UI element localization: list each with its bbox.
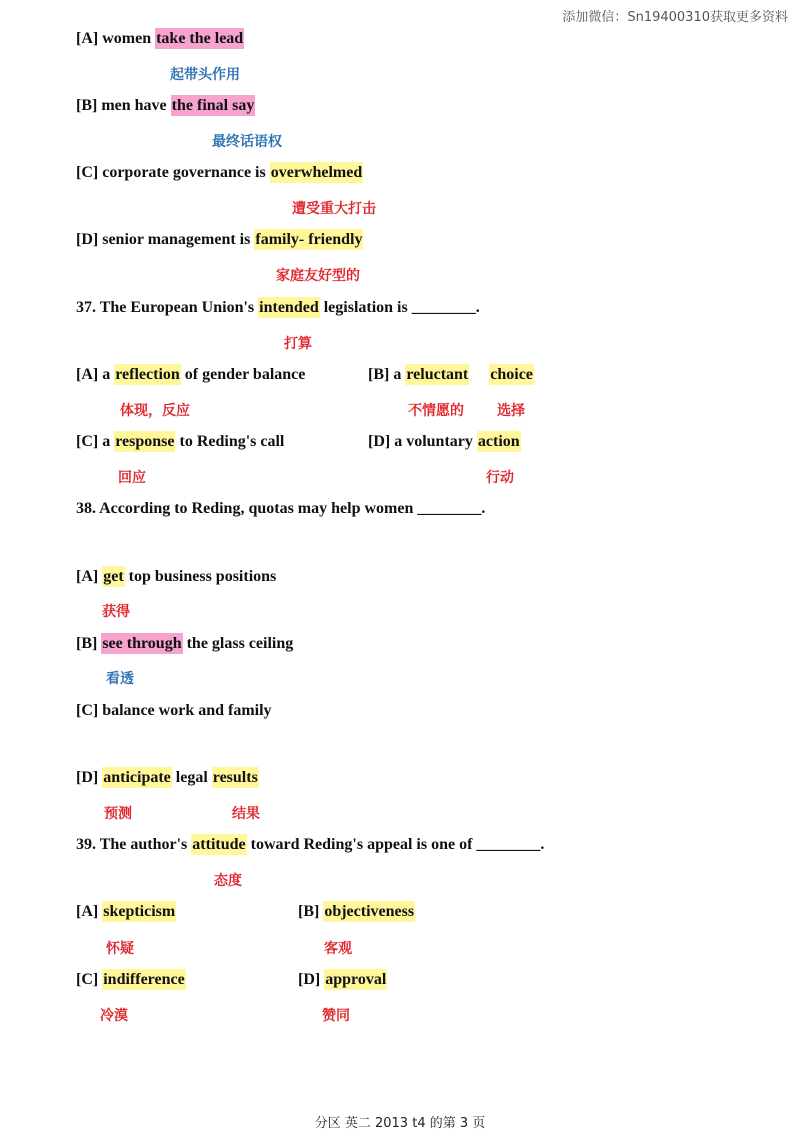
- option-label: [B]: [76, 635, 102, 652]
- annotation-note: 赞同: [322, 1008, 350, 1024]
- highlight-phrase: action: [477, 433, 520, 450]
- q37-option-d: [368, 427, 521, 457]
- q37-option-b: [368, 360, 534, 390]
- highlight-phrase: approval: [325, 971, 387, 988]
- q39-stem: [76, 830, 544, 860]
- option-label: [A]: [76, 568, 103, 585]
- annotation-note: 不情愿的: [408, 403, 464, 419]
- q37-stem: [76, 293, 480, 323]
- highlight-phrase: reflection: [115, 366, 180, 383]
- q37-option-a: [76, 360, 305, 390]
- annotation-note: 起带头作用: [170, 67, 240, 83]
- annotation-note: 预测: [104, 806, 132, 822]
- option-label: [D] a voluntary: [368, 433, 477, 450]
- option-text: legal: [171, 769, 212, 786]
- highlight-phrase: take the lead: [156, 30, 244, 47]
- q38-stem: 38. According to Reding, quotas may help women ________.: [76, 500, 486, 517]
- option-label: [D] senior management is: [76, 231, 255, 248]
- page-footer: 分区 英二 2013 t4 的第 3 页: [314, 1116, 486, 1131]
- q36-option-b: [76, 91, 255, 121]
- annotation-note: 怀疑: [106, 941, 134, 957]
- annotation-note: 回应: [118, 470, 146, 486]
- q39-option-d: [298, 965, 387, 995]
- option-label: [B] a: [368, 366, 406, 383]
- highlight-phrase: family- friendly: [255, 231, 363, 248]
- highlight-phrase: results: [212, 769, 258, 786]
- q39-option-c: [76, 965, 186, 995]
- stem-text: 37. The European Union's: [76, 299, 259, 316]
- annotation-note: 行动: [486, 470, 514, 486]
- annotation-note: 打算: [284, 336, 312, 352]
- q38-option-b: [76, 629, 293, 659]
- highlight-phrase: choice: [490, 366, 533, 383]
- highlight-phrase: reluctant: [406, 366, 469, 383]
- option-label: [A] women: [76, 30, 156, 47]
- q38-option-c: [C] balance work and family: [76, 702, 272, 719]
- annotation-note: 体现，反应: [120, 403, 190, 419]
- annotation-note: 客观: [324, 941, 352, 957]
- option-label: [B] men have: [76, 97, 171, 114]
- annotation-note: 结果: [232, 806, 260, 822]
- q36-option-c: [76, 158, 363, 188]
- option-text: top business positions: [124, 568, 277, 585]
- q36-option-a: [76, 24, 244, 54]
- option-label: [D]: [76, 769, 103, 786]
- highlight-phrase: response: [115, 433, 175, 450]
- q37-option-c: [76, 427, 284, 457]
- highlight-phrase: anticipate: [103, 769, 171, 786]
- annotation-note: 获得: [102, 604, 130, 620]
- q39-option-a: [76, 897, 176, 927]
- watermark-text: 添加微信：Sn19400310获取更多资料: [562, 10, 788, 25]
- annotation-note: 冷漠: [100, 1008, 128, 1024]
- stem-text: legislation is ________.: [319, 299, 480, 316]
- highlight-phrase: objectiveness: [324, 903, 415, 920]
- option-label: [B]: [298, 903, 324, 920]
- option-label: [A] a: [76, 366, 115, 383]
- option-label: [C] corporate governance is: [76, 164, 270, 181]
- highlight-phrase: get: [103, 568, 124, 585]
- annotation-note: 看透: [106, 671, 134, 687]
- annotation-note: 选择: [497, 403, 525, 419]
- highlight-phrase: see through: [102, 635, 182, 652]
- highlight-phrase: skepticism: [103, 903, 176, 920]
- highlight-phrase: the final say: [171, 97, 255, 114]
- option-label: [A]: [76, 903, 103, 920]
- highlight-phrase: indifference: [103, 971, 185, 988]
- q38-option-d: [76, 763, 259, 793]
- annotation-note: 遭受重大打击: [292, 201, 376, 217]
- option-text: to Reding's call: [175, 433, 285, 450]
- option-label: [C] a: [76, 433, 115, 450]
- q39-option-b: [298, 897, 415, 927]
- highlight-phrase: intended: [259, 299, 319, 316]
- annotation-note: 态度: [214, 873, 242, 889]
- option-text: the glass ceiling: [182, 635, 294, 652]
- option-text: of gender balance: [180, 366, 306, 383]
- stem-text: 39. The author's: [76, 836, 192, 853]
- highlight-phrase: overwhelmed: [270, 164, 363, 181]
- annotation-note: 最终话语权: [212, 134, 282, 150]
- option-label: [C]: [76, 971, 103, 988]
- q36-option-d: [76, 225, 363, 255]
- stem-text: toward Reding's appeal is one of ________.: [246, 836, 545, 853]
- annotation-note: 家庭友好型的: [276, 268, 360, 284]
- option-label: [D]: [298, 971, 325, 988]
- highlight-phrase: attitude: [192, 836, 246, 853]
- q38-option-a: [76, 562, 276, 592]
